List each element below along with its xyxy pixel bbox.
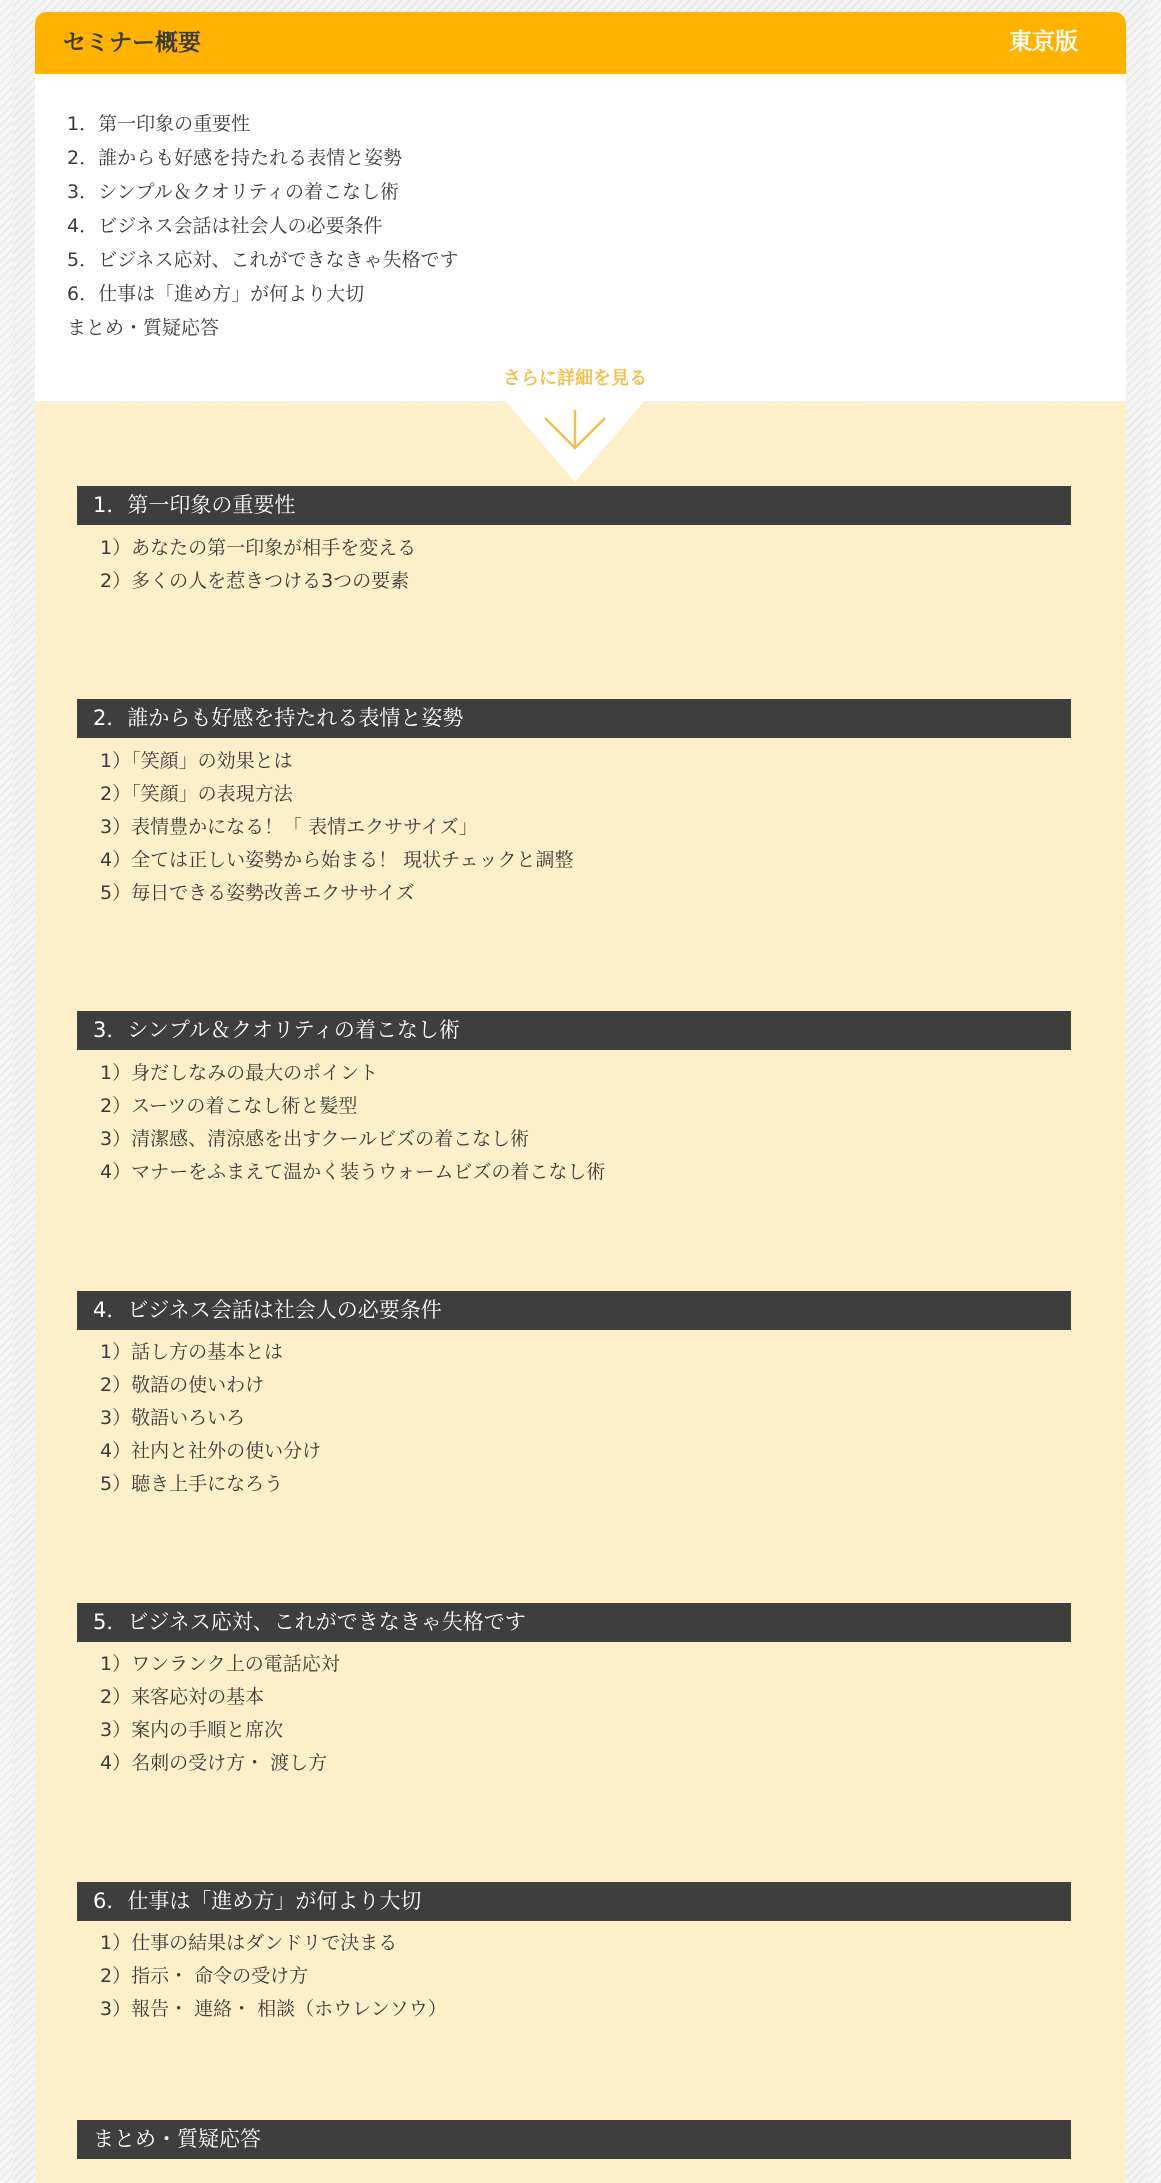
list-item: 1）話し方の基本とは bbox=[100, 1341, 284, 1363]
list-item: 4）名刺の受け方・ 渡し方 bbox=[100, 1752, 328, 1774]
list-item: 2）敬語の使いわけ bbox=[100, 1374, 265, 1396]
list-item: 2）指示・ 命令の受け方 bbox=[100, 1965, 309, 1987]
list-item: 5）毎日できる姿勢改善エクササイズ bbox=[100, 882, 415, 904]
seminar-overview-card bbox=[35, 12, 1126, 401]
section-heading-4: 4．ビジネス会話は社会人の必要条件 bbox=[77, 1291, 1071, 1330]
section-heading-1: 1．第一印象の重要性 bbox=[77, 486, 1071, 525]
edition-badge: 東京版 bbox=[1009, 29, 1078, 55]
list-item: 1）身だしなみの最大のポイント bbox=[100, 1062, 379, 1084]
show-more-toggle[interactable] bbox=[460, 362, 690, 462]
list-item: 1）「笑顔」の効果とは bbox=[100, 750, 293, 772]
summary-item: 5．ビジネス応対、これができなきゃ失格です bbox=[67, 249, 459, 271]
list-item: 5）聴き上手になろう bbox=[100, 1473, 284, 1495]
list-item: 2）スーツの着こなし術と髪型 bbox=[100, 1095, 358, 1117]
section-list-6 bbox=[100, 1927, 447, 2026]
list-item: 4）マナーをふまえて温かく装うウォームビズの着こなし術 bbox=[100, 1161, 606, 1183]
list-item: 3）清潔感、清涼感を出すクールビズの着こなし術 bbox=[100, 1128, 530, 1150]
chevron-down-icon bbox=[503, 390, 647, 484]
section-list-1 bbox=[100, 532, 416, 598]
list-item: 2）来客応対の基本 bbox=[100, 1686, 265, 1708]
summary-item: 6．仕事は「進め方」が何より大切 bbox=[67, 283, 365, 305]
section-heading-3: 3．シンプル＆クオリティの着こなし術 bbox=[77, 1011, 1071, 1050]
list-item: 1）仕事の結果はダンドリで決まる bbox=[100, 1932, 398, 1954]
summary-item: 1．第一印象の重要性 bbox=[67, 113, 251, 135]
section-heading-6: 6．仕事は「進め方」が何より大切 bbox=[77, 1882, 1071, 1921]
summary-item: 2．誰からも好感を持たれる表情と姿勢 bbox=[67, 147, 403, 169]
list-item: 3）敬語いろいろ bbox=[100, 1407, 246, 1429]
list-item: 2）多くの人を惹きつける3つの要素 bbox=[100, 570, 410, 592]
summary-list bbox=[35, 74, 1126, 401]
list-item: 4）社内と社外の使い分け bbox=[100, 1440, 322, 1462]
section-list-4 bbox=[100, 1336, 321, 1501]
list-item: 1）ワンランク上の電話応対 bbox=[100, 1653, 340, 1675]
overview-header bbox=[35, 12, 1126, 74]
list-item: 3）案内の手順と席次 bbox=[100, 1719, 284, 1741]
section-list-2 bbox=[100, 745, 574, 910]
section-heading-summary: まとめ・質疑応答 bbox=[77, 2120, 1071, 2159]
section-heading-2: 2．誰からも好感を持たれる表情と姿勢 bbox=[77, 699, 1071, 738]
summary-item: まとめ・質疑応答 bbox=[67, 317, 220, 339]
show-more-label: さらに詳細を見る bbox=[503, 368, 647, 389]
list-item: 2）「笑顔」の表現方法 bbox=[100, 783, 293, 805]
list-item: 3）表情豊かになる！「 表情エクササイズ」 bbox=[100, 816, 478, 838]
list-item: 4）全ては正しい姿勢から始まる！ 現状チェックと調整 bbox=[100, 849, 574, 871]
section-list-3 bbox=[100, 1057, 605, 1189]
section-list-5 bbox=[100, 1648, 340, 1780]
summary-item: 3．シンプル＆クオリティの着こなし術 bbox=[67, 181, 399, 203]
section-heading-5: 5．ビジネス応対、これができなきゃ失格です bbox=[77, 1603, 1071, 1642]
list-item: 3）報告・ 連絡・ 相談（ホウレンソウ） bbox=[100, 1998, 447, 2020]
list-item: 1）あなたの第一印象が相手を変える bbox=[100, 537, 417, 559]
summary-item: 4．ビジネス会話は社会人の必要条件 bbox=[67, 215, 383, 237]
overview-title: セミナー概要 bbox=[63, 30, 201, 56]
